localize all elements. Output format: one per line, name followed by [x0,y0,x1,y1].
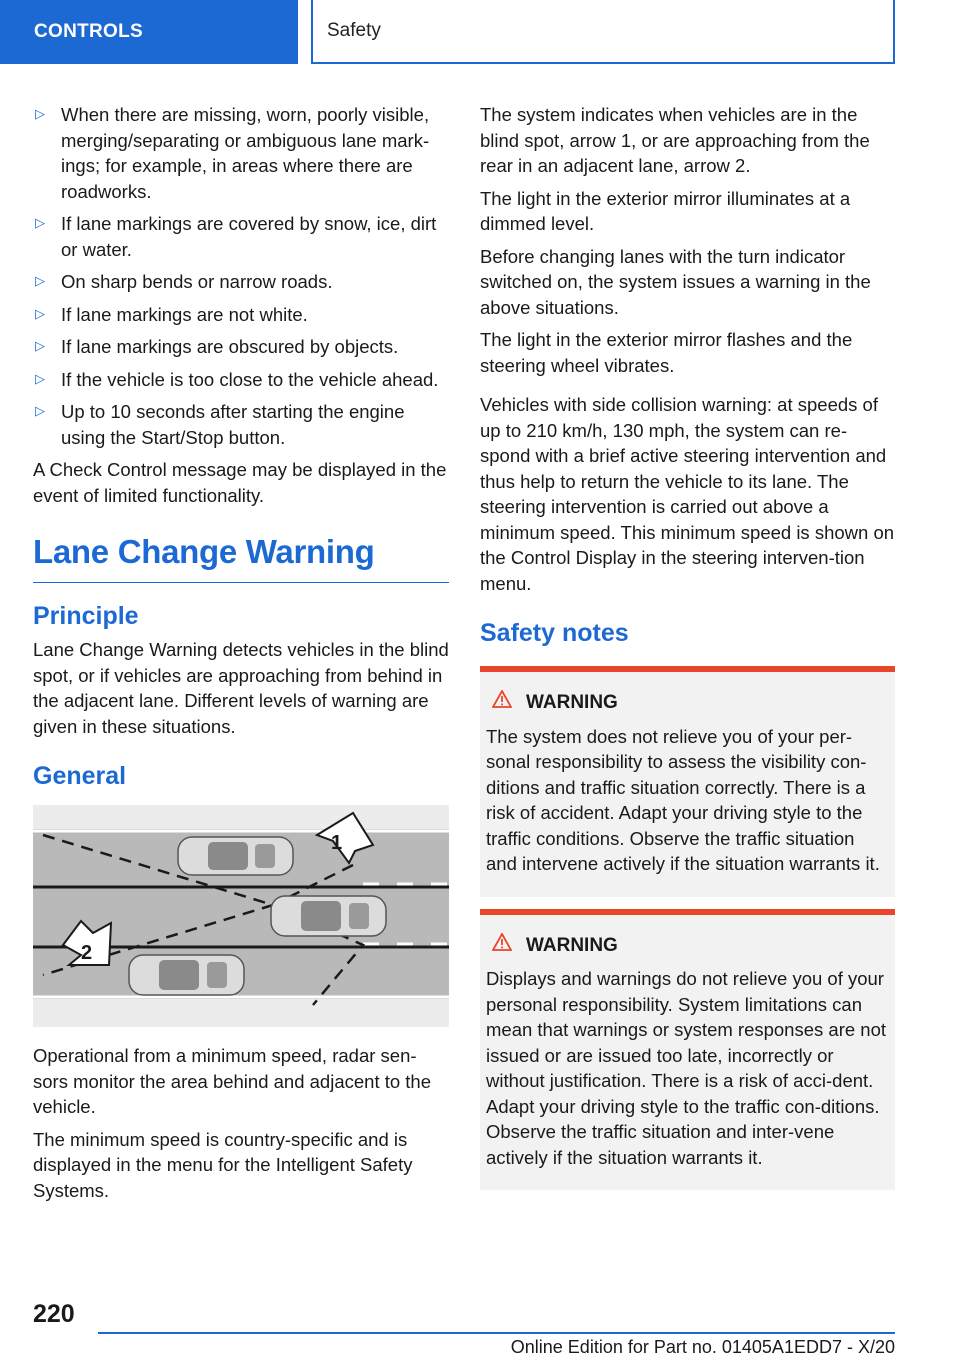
topic-tab [311,0,895,64]
vehicle-blind-spot [178,837,293,875]
list-item: ▷ Up to 10 seconds after starting the engine using the Start/Stop button. [35,401,405,448]
list-item: ▷ When there are missing, worn, poorly visible, merging/separating or ambiguous lane mark-ings; for example, in areas where there are roadworks. [35,104,430,202]
warning-box [480,666,895,897]
vehicle-own [271,896,386,936]
warning-title: WARNING [486,933,889,959]
safety-notes-heading: Safety notes [480,619,629,647]
section-title: CONTROLS [34,21,144,42]
warning-text: The system does not relieve you of your per-sonal responsibility to assess the visibility con-ditions and traffic situation correctly. There is a risk of accident. Adapt your driving style to the traffic conditions. Observe the traffic situation and intervene actively if the situation warrants it. [486,725,880,874]
check-control-text: A Check Control message may be displayed in the event of limited functionality. [33,459,447,506]
vehicle-approaching [129,955,244,995]
warning-title: WARNING [486,690,889,716]
list-item: ▷ If lane markings are not white. [33,302,449,328]
arrow-1-label: 1 [331,832,343,854]
triangle-bullet-icon: ▷ [35,339,45,354]
section-tab [0,0,298,64]
footer-divider [98,1332,895,1334]
edition-text: Online Edition for Part no. 01405A1EDD7 - X/20 [510,1337,895,1357]
list-item: ▷ If lane markings are obscured by objects. [33,334,449,360]
list-item: ▷ On sharp bends or narrow roads. [33,269,449,295]
paragraph: Before changing lanes with the turn indicator switched on, the system issues a warning in the above situations. [480,245,871,318]
page-number: 220 [33,1300,75,1328]
general-text-2: The minimum speed is country-specific and is displayed in the menu for the Intelligent Safety Systems. [33,1128,413,1201]
section-heading: Lane Change Warning [33,532,449,583]
left-column [33,102,449,1210]
warning-triangle-icon [492,933,512,959]
list-item: ▷ If lane markings are covered by snow, ice, dirt or water. [35,213,437,260]
warning-triangle-icon [492,690,512,716]
triangle-bullet-icon: ▷ [35,371,45,387]
principle-text: Lane Change Warning detects vehicles in the blind spot, or if vehicles are approaching from behind in the adjacent lane. Different levels of warning are given in these situations. [33,639,449,737]
triangle-bullet-icon: ▷ [35,306,45,322]
triangle-bullet-icon: ▷ [35,404,45,419]
paragraph: Vehicles with side collision warning: at speeds of up to 210 km/h, 130 mph, the system can re-spond with a brief active steering intervention and thus help to return the vehicle to its lane. The steering intervention is carried out above a minimum speed. This minimum speed is shown on the Control Display in the steering interven-tion menu. [480,394,895,594]
arrow-2-label: 2 [81,942,93,964]
triangle-bullet-icon: ▷ [35,107,45,122]
paragraph: The light in the exterior mirror flashes and the steering wheel vibrates. [480,329,853,376]
warning-box [480,909,895,1191]
triangle-bullet-icon: ▷ [35,216,45,231]
general-text-1: Operational from a minimum speed, radar sen-sors monitor the area behind and adjacent to the vehicle. [33,1045,432,1117]
general-heading: General [33,762,127,790]
lane-diagram [33,805,449,1027]
paragraph: The system indicates when vehicles are in the blind spot, arrow 1, or are approaching from the rear in an adjacent lane, arrow 2. [480,104,870,176]
limitations-list [33,102,449,450]
paragraph: The light in the exterior mirror illuminates at a dimmed level. [480,187,851,234]
warning-text: Displays and warnings do not relieve you of your personal responsibility. System limitations can mean that warnings or system responses are not issued or are issued too late, incorrectly or without justification. There is a risk of acci-dent. Adapt your driving style to the traffic con-ditions. Observe the traffic situation and inter-vene actively if the situation warrants it. [486,968,886,1168]
triangle-bullet-icon: ▷ [35,274,45,289]
right-column [480,102,895,1190]
topic-title: Safety [327,20,381,41]
lane-change-figure [33,805,449,1027]
principle-heading: Principle [33,602,139,630]
list-item: ▷ If the vehicle is too close to the vehicle ahead. [33,367,449,393]
